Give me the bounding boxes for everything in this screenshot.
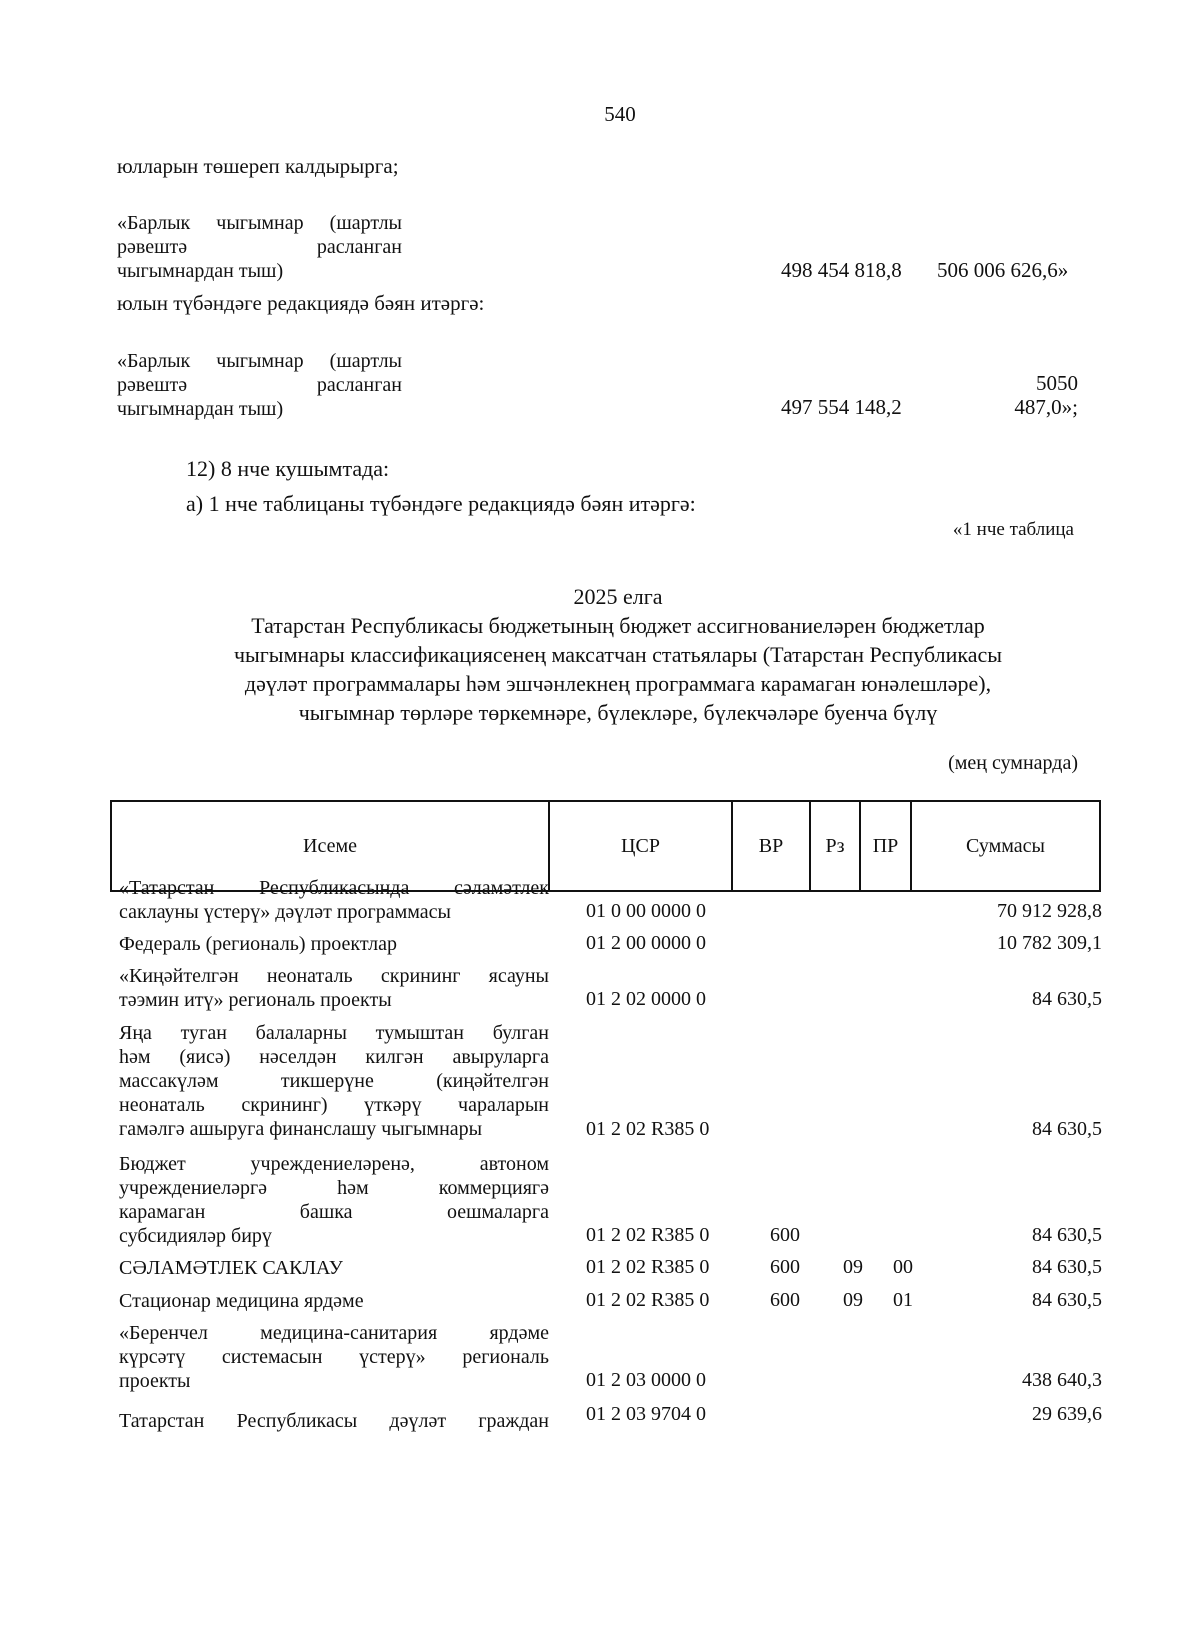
- row-csr: 01 2 02 0000 0: [586, 988, 706, 1010]
- table-row-name: [119, 1321, 549, 1393]
- row-csr: 01 2 03 0000 0: [586, 1369, 706, 1391]
- row-rz: 09: [843, 1289, 863, 1311]
- row-csr: 01 2 00 0000 0: [586, 932, 706, 954]
- intro-line-2: юлын түбәндәге редакциядә бәян итәргә:: [117, 291, 485, 315]
- header-name: Исеме: [111, 801, 549, 891]
- new-row-value-1: 497 554 148,2: [781, 395, 902, 419]
- new-row-name-line: чыгымнардан тыш): [117, 398, 284, 420]
- row-sum: 70 912 928,8: [997, 900, 1102, 922]
- row-name-line: карамаган башка оешмаларга: [119, 1201, 549, 1223]
- row-name-line: СӘЛАМӘТЛЕК САКЛАУ: [119, 1257, 343, 1279]
- row-name-line: учреждениеләргә һәм коммерциягә: [119, 1177, 549, 1199]
- row-csr: 01 0 00 0000 0: [586, 900, 706, 922]
- row-csr: 01 2 02 R385 0: [586, 1289, 710, 1311]
- title-line: дәүләт программалары һәм эшчәнлекнең программага карамаган юнәлешләре),: [244, 671, 992, 696]
- row-sum: 84 630,5: [1032, 1289, 1102, 1311]
- table-row-name: [119, 876, 549, 924]
- header-pr: ПР: [860, 801, 911, 891]
- units-label: (мең сумнарда): [948, 752, 1078, 774]
- row-name-line: саклауны үстерү» дәүләт программасы: [119, 901, 451, 923]
- new-row-name-line: рәвештә расланган: [117, 374, 402, 396]
- table-row-name: [119, 1409, 549, 1433]
- item-12: 12) 8 нче кушымтада:: [186, 456, 390, 481]
- row-name-line: Бюджет учреждениеләренә, автоном: [119, 1153, 549, 1175]
- row-name-line: гамәлгә ашыруга финанслашу чыгымнары: [119, 1118, 483, 1140]
- row-name-line: «Татарстан Республикасында сәламәтлек: [119, 877, 549, 899]
- row-name-line: массакүләм тикшерүне (киңәйтелгән: [119, 1070, 549, 1092]
- row-pr: 01: [893, 1289, 913, 1311]
- table-row-name: [119, 932, 549, 956]
- table-row-name: [119, 1289, 549, 1313]
- old-row-value-2: 506 006 626,6»: [937, 258, 1069, 282]
- old-row-name-line: рәвештә расланган: [117, 236, 402, 258]
- row-name-line: Стационар медицина ярдәме: [119, 1290, 364, 1312]
- new-row-value-2a: 5050: [1036, 371, 1078, 395]
- row-name-line: тәэмин итү» региональ проекты: [119, 989, 392, 1011]
- row-name-line: «Киңәйтелгән неонаталь скрининг ясауны: [119, 965, 549, 987]
- table-row-name: [119, 964, 549, 1012]
- header-csr: ЦСР: [549, 801, 732, 891]
- new-row-name: [117, 349, 402, 421]
- row-rz: 09: [843, 1256, 863, 1278]
- row-vr: 600: [770, 1256, 800, 1278]
- row-sum: 84 630,5: [1032, 1118, 1102, 1140]
- row-sum: 10 782 309,1: [997, 932, 1102, 954]
- row-name-line: һәм (яисә) нәселдән килгән авыруларга: [119, 1046, 549, 1068]
- row-vr: 600: [770, 1289, 800, 1311]
- row-sum: 29 639,6: [1032, 1403, 1102, 1425]
- title-line: Татарстан Республикасы бюджетының бюджет ассигнованиеләрен бюджетлар: [251, 613, 985, 638]
- old-row-name: [117, 211, 402, 283]
- row-vr: 600: [770, 1224, 800, 1246]
- new-row-name-line: «Барлык чыгымнар (шартлы: [117, 350, 402, 372]
- table-row-name: [119, 1152, 549, 1248]
- intro-line-1: юлларын төшереп калдырырга;: [117, 154, 399, 178]
- header-sum: Суммасы: [911, 801, 1100, 891]
- row-csr: 01 2 02 R385 0: [586, 1118, 710, 1140]
- row-csr: 01 2 02 R385 0: [586, 1256, 710, 1278]
- row-name-line: Яңа туган балаларны тумыштан булган: [119, 1022, 549, 1044]
- header-vr: ВР: [732, 801, 810, 891]
- row-name-line: проекты: [119, 1370, 191, 1392]
- row-name-line: Федераль (региональ) проектлар: [119, 933, 397, 955]
- table-row-name: [119, 1021, 549, 1141]
- row-name-line: неонаталь скрининг) үткәрү чараларын: [119, 1094, 549, 1116]
- item-a: а) 1 нче таблицаны түбәндәге редакциядә бәян итәргә:: [186, 491, 696, 516]
- row-sum: 84 630,5: [1032, 1224, 1102, 1246]
- header-rz: Рз: [810, 801, 860, 891]
- row-sum: 84 630,5: [1032, 1256, 1102, 1278]
- page-number: 540: [604, 102, 636, 126]
- title-line: чыгымнары классификациясенең максатчан статьялары (Татарстан Республикасы: [233, 642, 1003, 667]
- old-row-name-line: чыгымнардан тыш): [117, 260, 284, 282]
- table-label: «1 нче таблица: [952, 519, 1074, 540]
- table-title: [120, 582, 1116, 727]
- row-sum: 84 630,5: [1032, 988, 1102, 1010]
- old-row-name-line: «Барлык чыгымнар (шартлы: [117, 212, 402, 234]
- row-sum: 438 640,3: [1022, 1369, 1102, 1391]
- table-row-name: [119, 1256, 549, 1280]
- row-csr: 01 2 02 R385 0: [586, 1224, 710, 1246]
- row-csr: 01 2 03 9704 0: [586, 1403, 706, 1425]
- row-name-line: субсидияләр бирү: [119, 1225, 272, 1247]
- title-line: чыгымнар төрләре төркемнәре, бүлекләре, бүлекчәләре буенча бүлү: [298, 700, 938, 725]
- old-row-value-1: 498 454 818,8: [781, 258, 902, 282]
- title-year: 2025 елга: [573, 584, 663, 609]
- row-pr: 00: [893, 1256, 913, 1278]
- new-row-value-2b: 487,0»;: [1014, 395, 1078, 419]
- row-name-line: Татарстан Республикасы дәүләт граждан: [119, 1410, 549, 1432]
- row-name-line: «Беренчел медицина-санитария ярдәме: [119, 1322, 549, 1344]
- row-name-line: күрсәтү системасын үстерү» региональ: [119, 1346, 549, 1368]
